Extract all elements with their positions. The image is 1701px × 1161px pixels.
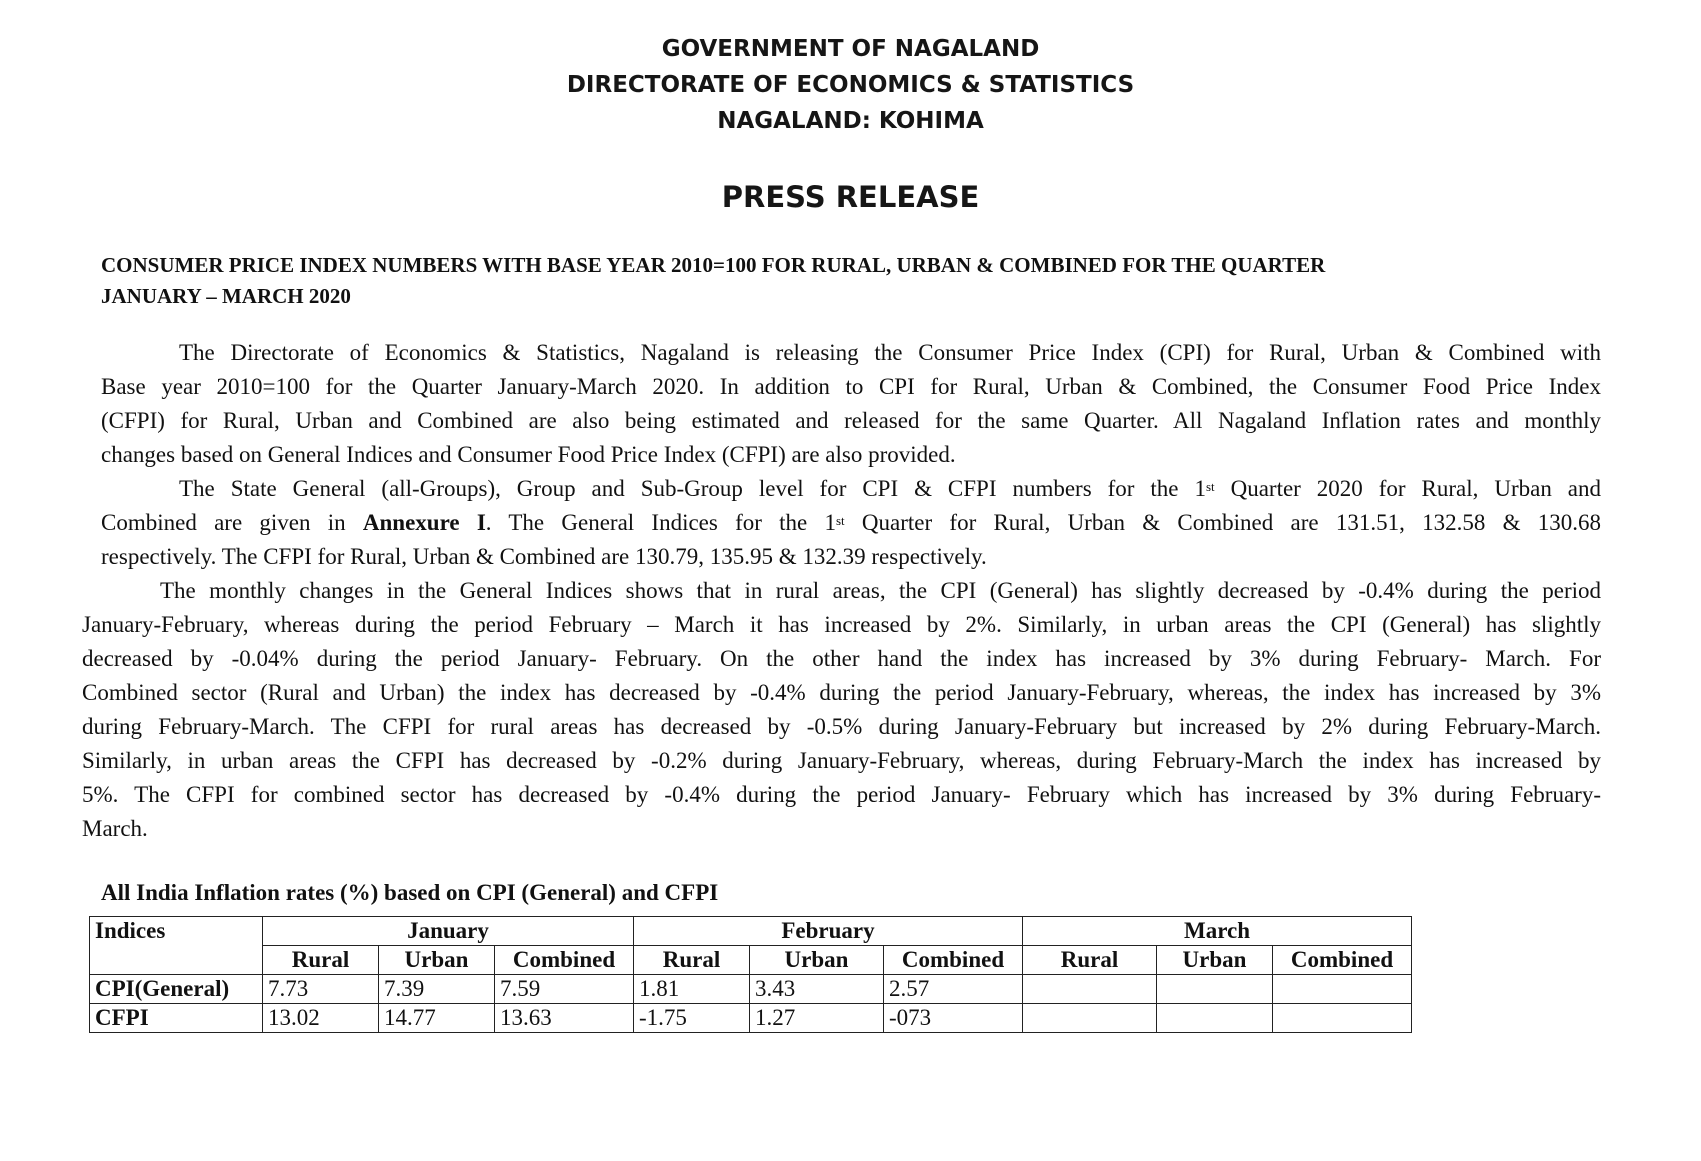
table-cell: -073 (884, 1004, 1023, 1033)
organization-header (0, 31, 1701, 139)
paragraph-3-line: during February-March. The CFPI for rural areas has decreased by -0.5% during January-February but increased by 2% during February-March. (82, 714, 1601, 739)
paragraph-3-line: Similarly, in urban areas the CFPI has decreased by -0.2% during January-February, whereas, during February-March the index has increased by (82, 748, 1601, 773)
subheader-rural: Rural (263, 946, 379, 975)
paragraph-3-line: 5%. The CFPI for combined sector has decreased by -0.4% during the period January- February which has increased by 3% during February- (82, 782, 1601, 807)
paragraph-1-line: (CFPI) for Rural, Urban and Combined are also being estimated and released for the same Quarter. All Nagaland Inflation rates and monthly (101, 408, 1601, 433)
press-release-title: PRESS RELEASE (721, 180, 980, 214)
month-header-january: January (263, 917, 634, 946)
paragraph-3-line: Combined sector (Rural and Urban) the index has decreased by -0.4% during the period January-February, whereas, the index has increased by 3% (82, 680, 1601, 705)
month-header-march: March (1023, 917, 1412, 946)
header-line-government: GOVERNMENT OF NAGALAND (661, 36, 1040, 62)
row-label: CPI(General) (90, 975, 263, 1004)
paragraph-3-line: The monthly changes in the General Indices shows that in rural areas, the CPI (General) has slightly decreased by -0.4% during the period (160, 578, 1601, 603)
paragraph-2-text: The State General (all-Groups), Group and Sub-Group level for CPI & CFPI numbers for the 1 (179, 476, 1206, 501)
superscript-st: st (836, 513, 845, 528)
table-cell (1157, 1004, 1273, 1033)
row-label: CFPI (90, 1004, 263, 1033)
table-cell: 2.57 (884, 975, 1023, 1004)
subject-line-2: JANUARY – MARCH 2020 (101, 284, 351, 308)
subheader-combined: Combined (495, 946, 634, 975)
table-row (90, 975, 1412, 1004)
paragraph-2-line: respectively. The CFPI for Rural, Urban & Combined are 130.79, 135.95 & 132.39 respectively. (101, 544, 987, 569)
header-line-location: NAGALAND: KOHIMA (717, 108, 984, 134)
paragraph-2 (101, 472, 1601, 574)
table-cell (1273, 1004, 1412, 1033)
table-cell: 7.59 (495, 975, 634, 1004)
table-subheader-row (90, 946, 1412, 975)
table-header-row (90, 917, 1412, 946)
paragraph-3-line: March. (82, 816, 148, 841)
paragraph-1 (101, 336, 1601, 472)
annexure-reference: Annexure I (362, 510, 486, 535)
table-cell: -1.75 (634, 1004, 750, 1033)
subheader-urban: Urban (750, 946, 884, 975)
paragraph-3-line: January-February, whereas during the period February – March it has increased by 2%. Similarly, in urban areas the CPI (General) has slightly (82, 612, 1601, 637)
indices-header: Indices (90, 917, 263, 975)
paragraph-3-line: decreased by -0.04% during the period January- February. On the other hand the index has increased by 3% during February- March. For (82, 646, 1601, 671)
paragraph-2-text: Quarter 2020 for Rural, Urban and (1214, 476, 1601, 501)
table-cell: 7.39 (379, 975, 495, 1004)
paragraph-1-line: changes based on General Indices and Consumer Food Price Index (CFPI) are also provided. (101, 442, 956, 467)
paragraph-2-line (101, 472, 1601, 506)
month-header-february: February (634, 917, 1023, 946)
table-cell (1023, 1004, 1157, 1033)
subheader-combined: Combined (1273, 946, 1412, 975)
header-line-directorate: DIRECTORATE OF ECONOMICS & STATISTICS (566, 72, 1135, 98)
table-cell: 1.27 (750, 1004, 884, 1033)
table-cell: 1.81 (634, 975, 750, 1004)
table-cell (1023, 975, 1157, 1004)
subheader-rural: Rural (634, 946, 750, 975)
table-row (90, 1004, 1412, 1033)
table-cell: 7.73 (263, 975, 379, 1004)
subject-heading (101, 250, 1521, 312)
paragraph-2-text: Combined are given in (101, 510, 363, 535)
paragraph-2-text: Quarter for Rural, Urban & Combined are 131.51, 132.58 & 130.68 (844, 510, 1601, 535)
table-cell (1157, 975, 1273, 1004)
superscript-st: st (1205, 479, 1215, 494)
table-cell: 13.63 (495, 1004, 634, 1033)
paragraph-2-text: . The General Indices for the 1 (485, 510, 836, 535)
subheader-combined: Combined (884, 946, 1023, 975)
table-title: All India Inflation rates (%) based on CPI (General) and CFPI (101, 880, 719, 905)
paragraph-1-line: The Directorate of Economics & Statistics, Nagaland is releasing the Consumer Price Index (CPI) for Rural, Urban & Combined with (179, 340, 1601, 365)
paragraph-2-line (101, 506, 1601, 540)
subheader-rural: Rural (1023, 946, 1157, 975)
subject-line-1: CONSUMER PRICE INDEX NUMBERS WITH BASE YEAR 2010=100 FOR RURAL, URBAN & COMBINED FOR THE QUARTER (101, 253, 1326, 277)
table-cell (1273, 975, 1412, 1004)
paragraph-3 (82, 574, 1601, 846)
table-cell: 14.77 (379, 1004, 495, 1033)
table-cell: 3.43 (750, 975, 884, 1004)
subheader-urban: Urban (1157, 946, 1273, 975)
table-cell: 13.02 (263, 1004, 379, 1033)
subheader-urban: Urban (379, 946, 495, 975)
paragraph-1-line: Base year 2010=100 for the Quarter January-March 2020. In addition to CPI for Rural, Urban & Combined, the Consumer Food Price Index (101, 374, 1601, 399)
inflation-table (89, 916, 1412, 1033)
